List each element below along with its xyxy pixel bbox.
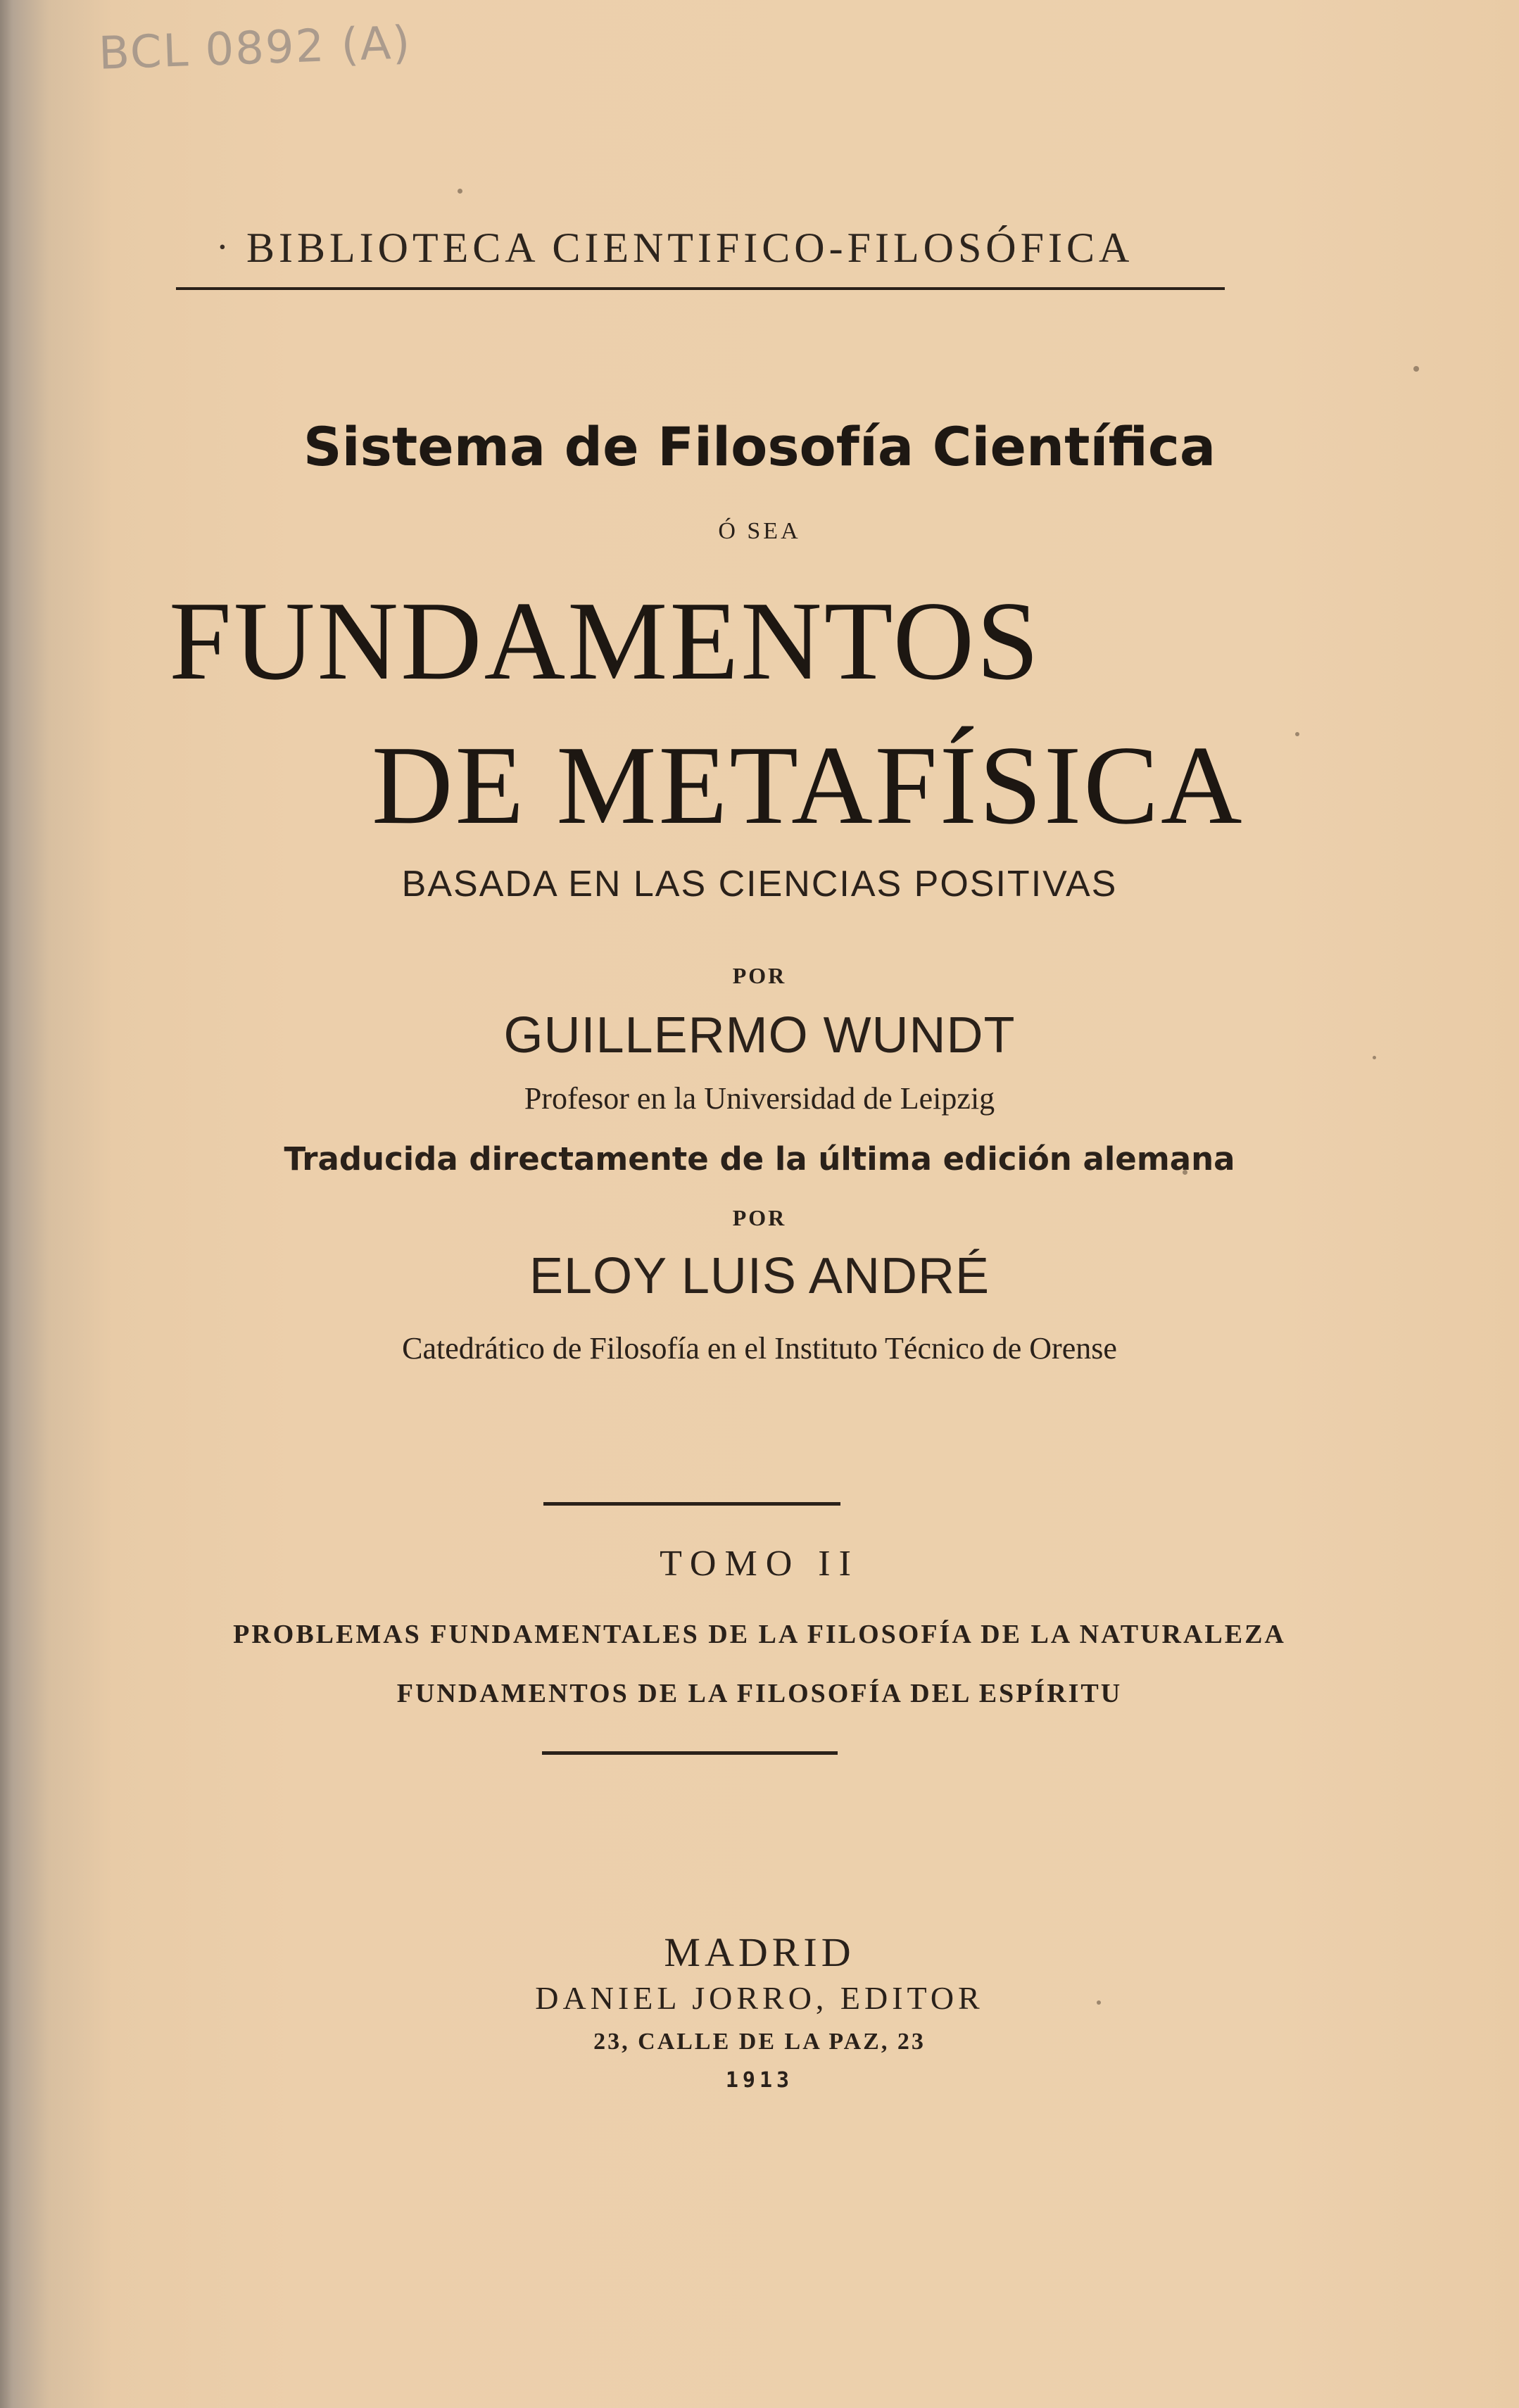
shelfmark-handwritten: BCL 0892 (A) — [97, 17, 412, 80]
connector-o-sea: Ó SEA — [718, 518, 801, 544]
translator-affiliation: Catedrático de Filosofía en el Instituto Técnico de Orense — [402, 1331, 1117, 1366]
paper-speck — [458, 189, 462, 194]
divider-bottom — [542, 1751, 838, 1755]
author-name: GUILLERMO WUNDT — [503, 1007, 1016, 1064]
main-title-line-2: DE METAFÍSICA — [372, 722, 1244, 847]
paper-speck — [1413, 366, 1419, 372]
subtitle: Sistema de Filosofía Científica — [303, 415, 1216, 478]
title-qualifier: BASADA EN LAS CIENCIAS POSITIVAS — [401, 864, 1118, 904]
volume-label: TOMO II — [660, 1544, 859, 1584]
author-affiliation: Profesor en la Universidad de Leipzig — [524, 1081, 995, 1116]
volume-contents-line-2: FUNDAMENTOS DE LA FILOSOFÍA DEL ESPÍRITU — [396, 1679, 1123, 1708]
imprint-address: 23, CALLE DE LA PAZ, 23 — [593, 2029, 926, 2055]
series-title: BIBLIOTECA CIENTIFICO-FILOSÓFICA — [246, 225, 1134, 271]
by-label-translator: POR — [732, 1205, 787, 1230]
translator-name: ELOY LUIS ANDRÉ — [529, 1248, 990, 1304]
by-label-author: POR — [732, 963, 787, 988]
paper-speck — [1295, 732, 1299, 736]
series-underline — [176, 287, 1225, 290]
imprint-publisher: DANIEL JORRO, EDITOR — [535, 1980, 984, 2016]
volume-contents-line-1: PROBLEMAS FUNDAMENTALES DE LA FILOSOFÍA DE LA NATURALEZA — [233, 1620, 1286, 1649]
main-title-line-1: FUNDAMENTOS — [169, 578, 1042, 703]
imprint-city: MADRID — [664, 1929, 855, 1975]
divider-top — [543, 1502, 840, 1506]
translation-note: Traducida directamente de la última edición alemana — [284, 1140, 1235, 1178]
series-bullet: · — [217, 227, 228, 267]
imprint-year: 1913 — [725, 2068, 794, 2093]
